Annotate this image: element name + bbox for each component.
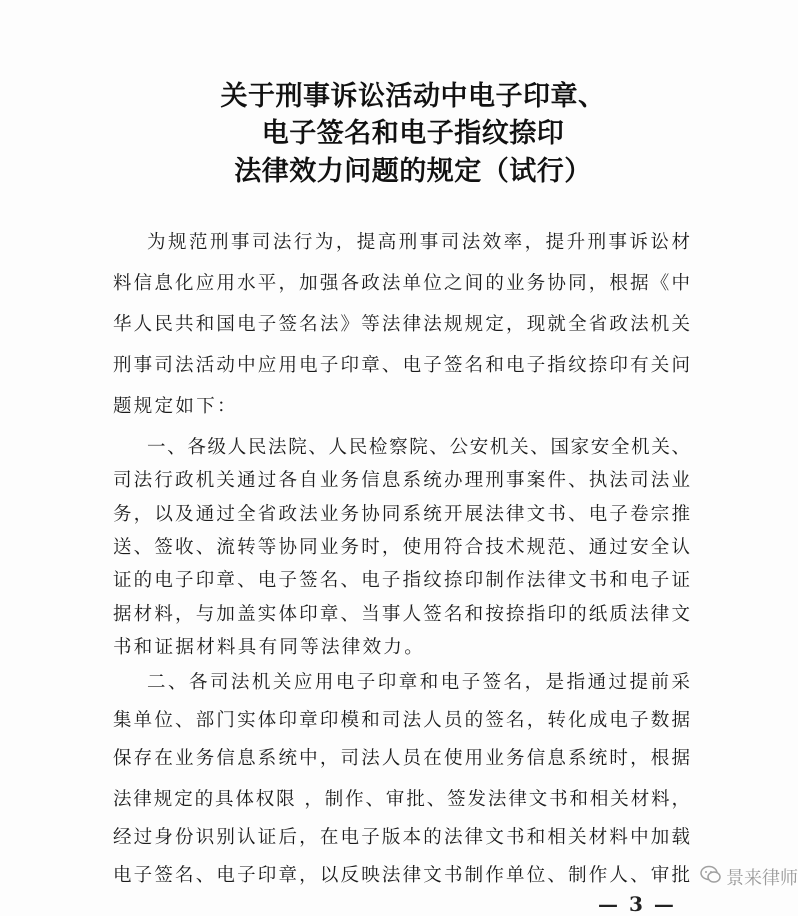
body-line: 电子签名、电子印章，以反映法律文书制作单位、制作人、审批 [113, 865, 690, 886]
document-title-line-1: 关于刑事诉讼活动中电子印章、 [220, 81, 606, 112]
wechat-icon [700, 865, 722, 890]
body-line: 集单位、部门实体印章印模和司法人员的签名，转化成电子数据 [113, 710, 690, 731]
body-line: 经过身份识别认证后，在电子版本的法律文书和相关材料中加载 [113, 827, 690, 848]
page-number: — 3 — [598, 892, 676, 916]
body-line: 题规定如下： [113, 396, 238, 417]
body-line: 华人民共和国电子签名法》等法律法规规定，现就全省政法机关 [113, 314, 690, 335]
body-line: 法律规定的具体权限 ，制作、审批、签发法律文书和相关材料， [113, 789, 690, 810]
body-line: 刑事司法活动中应用电子印章、电子签名和电子指纹捺印有关问 [113, 355, 690, 376]
body-line: 为规范刑事司法行为，提高刑事司法效率，提升刑事诉讼材 [147, 232, 690, 253]
watermark [700, 864, 798, 890]
body-line: 二、各司法机关应用电子印章和电子签名，是指通过提前采 [147, 672, 690, 693]
body-line: 司法行政机关通过各自业务信息系统办理刑事案件、执法司法业 [113, 470, 690, 492]
body-line: 书和证据材料具有同等法律效力。 [113, 637, 426, 658]
watermark-text: 景来律师 [726, 868, 798, 889]
body-line: 证的电子印章、电子签名、电子指纹捺印制作法律文书和电子证 [113, 570, 690, 592]
body-line: 料信息化应用水平，加强各政法单位之间的业务协同，根据《中 [113, 273, 690, 294]
body-line: 保存在业务信息系统中，司法人员在使用业务信息系统时，根据 [113, 748, 690, 769]
body-line: 务，以及通过全省政法业务协同系统开展法律文书、电子卷宗推 [113, 503, 690, 525]
body-line: 一、各级人民法院、人民检察院、公安机关、国家安全机关、 [147, 437, 690, 458]
body-line: 据材料，与加盖实体印章、当事人签名和按捺指印的纸质法律文 [113, 603, 690, 625]
document-title-line-3: 法律效力问题的规定（试行） [234, 156, 592, 187]
body-line: 送、签收、流转等协同业务时，使用符合技术规范、通过安全认 [113, 537, 690, 558]
document-title-line-2: 电子签名和电子指纹捺印 [261, 118, 565, 149]
